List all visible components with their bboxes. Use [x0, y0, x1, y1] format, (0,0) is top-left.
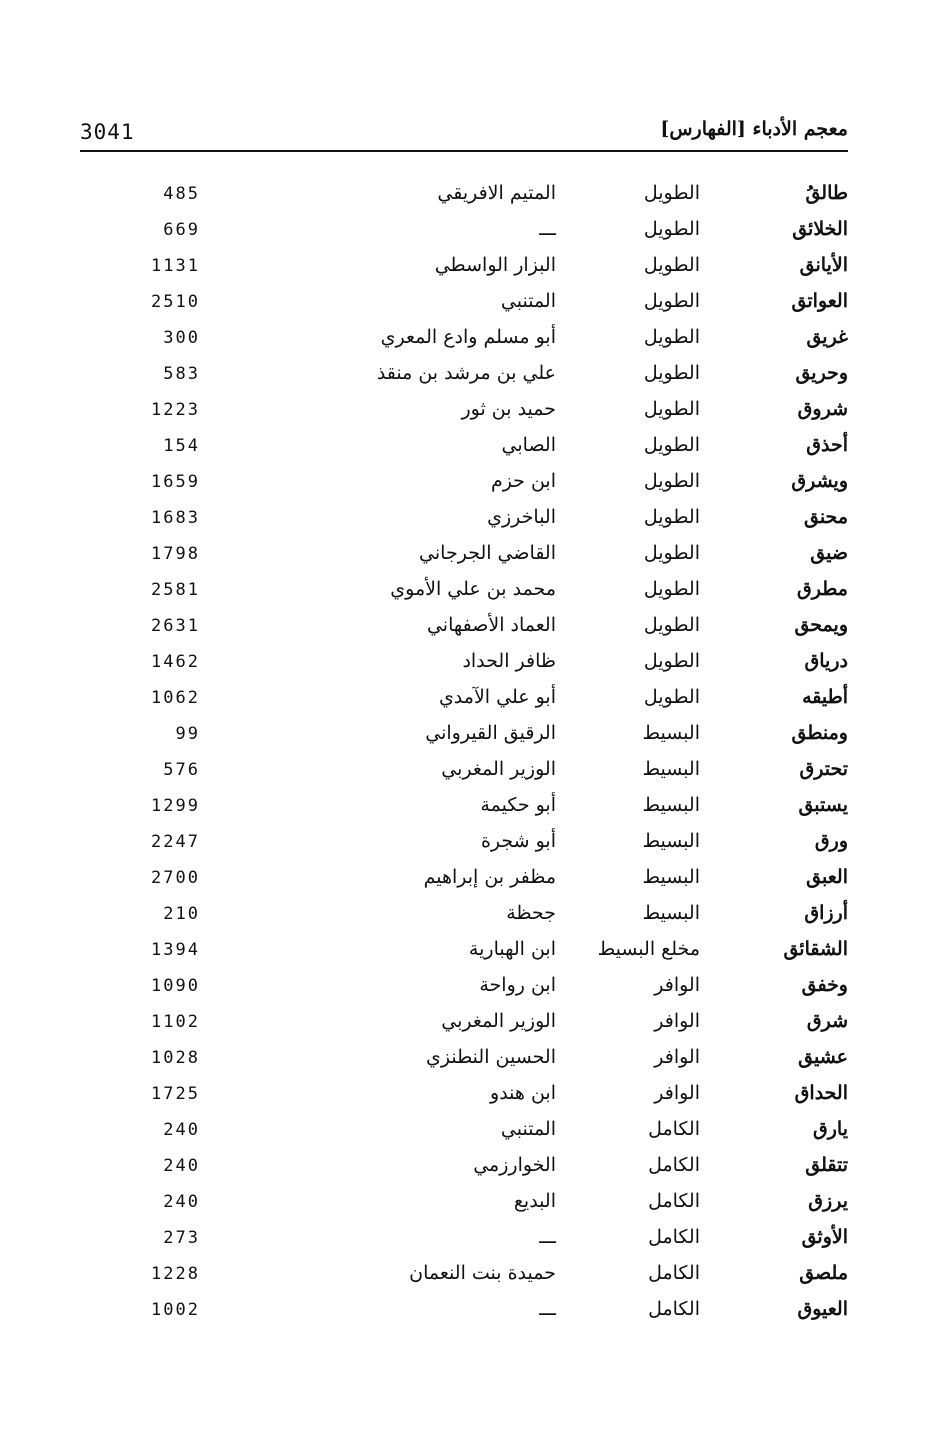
meter-name: الوافر — [654, 1010, 700, 1032]
meter-name: الكامل — [648, 1226, 700, 1248]
meter-name: الطويل — [643, 470, 700, 492]
page-reference: 1228 — [151, 1264, 200, 1284]
page-reference: 2247 — [151, 832, 200, 852]
poet-name: أبو مسلم وادع المعري — [380, 326, 556, 348]
index-row — [80, 178, 848, 214]
page-reference: 240 — [163, 1192, 200, 1212]
poet-name: أبو شجرة — [480, 830, 556, 852]
page-reference: 1062 — [151, 688, 200, 708]
poet-name: القاضي الجرجاني — [419, 542, 556, 564]
page-reference: 1223 — [151, 400, 200, 420]
page-reference: 240 — [163, 1120, 200, 1140]
index-row — [80, 322, 848, 358]
rhyme-word: وخفق — [801, 974, 848, 996]
index-row — [80, 1006, 848, 1042]
meter-name: الكامل — [648, 1190, 700, 1212]
page-reference: 1798 — [151, 544, 200, 564]
page-reference: 1102 — [151, 1012, 200, 1032]
page-reference: 1299 — [151, 796, 200, 816]
poet-name: الحسين النطنزي — [426, 1046, 556, 1068]
rhyme-word: العيوق — [797, 1298, 848, 1320]
rhyme-index-table — [80, 178, 848, 1330]
page-reference: 1002 — [151, 1300, 200, 1320]
meter-name: الطويل — [643, 218, 700, 240]
meter-name: الطويل — [643, 614, 700, 636]
index-row — [80, 682, 848, 718]
poet-name: الوزير المغربي — [441, 758, 556, 780]
poet-name: ـــ — [539, 1298, 556, 1320]
poet-name: ـــ — [539, 218, 556, 240]
rhyme-word: ملصق — [799, 1262, 848, 1284]
page-reference: 99 — [175, 724, 200, 744]
poet-name: البزار الواسطي — [434, 254, 556, 276]
meter-name: الطويل — [643, 506, 700, 528]
poet-name: محمد بن علي الأموي — [390, 578, 556, 600]
rhyme-word: تحترق — [799, 758, 848, 780]
page-reference: 240 — [163, 1156, 200, 1176]
meter-name: البسيط — [642, 794, 700, 816]
poet-name: المتنبي — [500, 1118, 556, 1140]
index-row — [80, 394, 848, 430]
poet-name: ابن حزم — [490, 470, 556, 492]
rhyme-word: ورق — [814, 830, 848, 852]
rhyme-word: أرزاق — [804, 902, 848, 924]
page-reference: 485 — [163, 184, 200, 204]
index-row — [80, 1042, 848, 1078]
index-row — [80, 898, 848, 934]
index-row — [80, 286, 848, 322]
meter-name: الطويل — [643, 326, 700, 348]
page-reference: 583 — [163, 364, 200, 384]
index-row — [80, 970, 848, 1006]
page-reference: 1131 — [151, 256, 200, 276]
page-reference: 2581 — [151, 580, 200, 600]
rhyme-word: ويمحق — [794, 614, 848, 636]
page-reference: 1725 — [151, 1084, 200, 1104]
rhyme-word: الخلائق — [792, 218, 848, 240]
meter-name: مخلع البسيط — [597, 938, 700, 960]
meter-name: الطويل — [643, 542, 700, 564]
rhyme-word: طالقُ — [805, 182, 848, 204]
meter-name: الطويل — [643, 182, 700, 204]
page-reference: 1659 — [151, 472, 200, 492]
index-row — [80, 358, 848, 394]
poet-name: حميدة بنت النعمان — [409, 1262, 556, 1284]
index-row — [80, 646, 848, 682]
rhyme-word: ضيق — [810, 542, 848, 564]
meter-name: الطويل — [643, 434, 700, 456]
index-row — [80, 1114, 848, 1150]
index-row — [80, 1150, 848, 1186]
index-row — [80, 502, 848, 538]
page-reference: 273 — [163, 1228, 200, 1248]
index-row — [80, 466, 848, 502]
page-reference: 1683 — [151, 508, 200, 528]
index-row — [80, 934, 848, 970]
rhyme-word: العبق — [806, 866, 848, 888]
page-reference: 2700 — [151, 868, 200, 888]
rhyme-word: شروق — [797, 398, 848, 420]
rhyme-word: درياق — [804, 650, 848, 672]
index-row — [80, 718, 848, 754]
index-row — [80, 1294, 848, 1330]
poet-name: الباخرزي — [487, 506, 556, 528]
poet-name: ظافر الحداد — [462, 650, 556, 672]
index-row — [80, 1222, 848, 1258]
poet-name: أبو علي الآمدي — [438, 686, 556, 708]
poet-name: ـــ — [539, 1226, 556, 1248]
poet-name: أبو حكيمة — [480, 794, 556, 816]
meter-name: الكامل — [648, 1118, 700, 1140]
poet-name: الوزير المغربي — [441, 1010, 556, 1032]
rhyme-word: ومنطق — [791, 722, 848, 744]
poet-name: الرقيق القيرواني — [425, 722, 556, 744]
index-row — [80, 250, 848, 286]
meter-name: البسيط — [642, 866, 700, 888]
meter-name: الوافر — [654, 974, 700, 996]
poet-name: حميد بن ثور — [461, 398, 556, 420]
page-reference: 300 — [163, 328, 200, 348]
page-reference: 2631 — [151, 616, 200, 636]
rhyme-word: يارق — [813, 1118, 848, 1140]
page-header — [80, 116, 848, 150]
poet-name: ابن هندو — [490, 1082, 556, 1104]
rhyme-word: أطيقه — [802, 686, 848, 708]
rhyme-word: مطرق — [797, 578, 848, 600]
index-row — [80, 1258, 848, 1294]
index-row — [80, 862, 848, 898]
rhyme-word: محنق — [803, 506, 848, 528]
meter-name: الطويل — [643, 650, 700, 672]
index-row — [80, 538, 848, 574]
meter-name: الطويل — [643, 362, 700, 384]
meter-name: الوافر — [654, 1046, 700, 1068]
poet-name: الخوارزمي — [473, 1154, 556, 1176]
poet-name: جحظة — [506, 902, 556, 924]
page-reference: 1090 — [151, 976, 200, 996]
poet-name: العماد الأصفهاني — [426, 614, 556, 636]
meter-name: البسيط — [642, 902, 700, 924]
poet-name: علي بن مرشد بن منقذ — [376, 362, 556, 384]
meter-name: الطويل — [643, 578, 700, 600]
page-reference: 1394 — [151, 940, 200, 960]
poet-name: مظفر بن إبراهيم — [423, 866, 556, 888]
meter-name: الكامل — [648, 1298, 700, 1320]
rhyme-word: العواتق — [791, 290, 848, 312]
poet-name: المتنبي — [500, 290, 556, 312]
meter-name: الطويل — [643, 686, 700, 708]
index-row — [80, 214, 848, 250]
index-row — [80, 826, 848, 862]
index-row — [80, 1078, 848, 1114]
running-title: معجم الأدباء [الفهارس] — [660, 118, 848, 140]
meter-name: الكامل — [648, 1154, 700, 1176]
rhyme-word: الأوثق — [801, 1226, 848, 1248]
poet-name: المتيم الافريقي — [437, 182, 556, 204]
meter-name: البسيط — [642, 830, 700, 852]
page-reference: 154 — [163, 436, 200, 456]
poet-name: البديع — [513, 1190, 556, 1212]
page-reference: 1028 — [151, 1048, 200, 1068]
meter-name: البسيط — [642, 758, 700, 780]
rhyme-word: يستبق — [798, 794, 848, 816]
header-divider — [80, 150, 848, 152]
rhyme-word: الشقائق — [783, 938, 848, 960]
page-reference: 2510 — [151, 292, 200, 312]
page-reference: 669 — [163, 220, 200, 240]
meter-name: الطويل — [643, 254, 700, 276]
page-number: 3041 — [80, 120, 135, 144]
page-reference: 210 — [163, 904, 200, 924]
page-reference: 1462 — [151, 652, 200, 672]
meter-name: الكامل — [648, 1262, 700, 1284]
rhyme-word: شرق — [806, 1010, 848, 1032]
rhyme-word: الأيانق — [799, 254, 848, 276]
index-row — [80, 754, 848, 790]
index-row — [80, 1186, 848, 1222]
poet-name: ابن رواحة — [479, 974, 556, 996]
rhyme-word: يرزق — [808, 1190, 848, 1212]
meter-name: البسيط — [642, 722, 700, 744]
rhyme-word: الحداق — [794, 1082, 848, 1104]
rhyme-word: غريق — [806, 326, 848, 348]
rhyme-word: تتقلق — [805, 1154, 848, 1176]
rhyme-word: وحريق — [795, 362, 848, 384]
index-row — [80, 430, 848, 466]
rhyme-word: ويشرق — [791, 470, 848, 492]
rhyme-word: أحذق — [806, 434, 848, 456]
poet-name: ابن الهبارية — [468, 938, 556, 960]
index-row — [80, 610, 848, 646]
index-row — [80, 790, 848, 826]
meter-name: الطويل — [643, 398, 700, 420]
index-row — [80, 574, 848, 610]
page-reference: 576 — [163, 760, 200, 780]
poet-name: الصابي — [501, 434, 556, 456]
meter-name: الوافر — [654, 1082, 700, 1104]
meter-name: الطويل — [643, 290, 700, 312]
rhyme-word: عشيق — [798, 1046, 848, 1068]
